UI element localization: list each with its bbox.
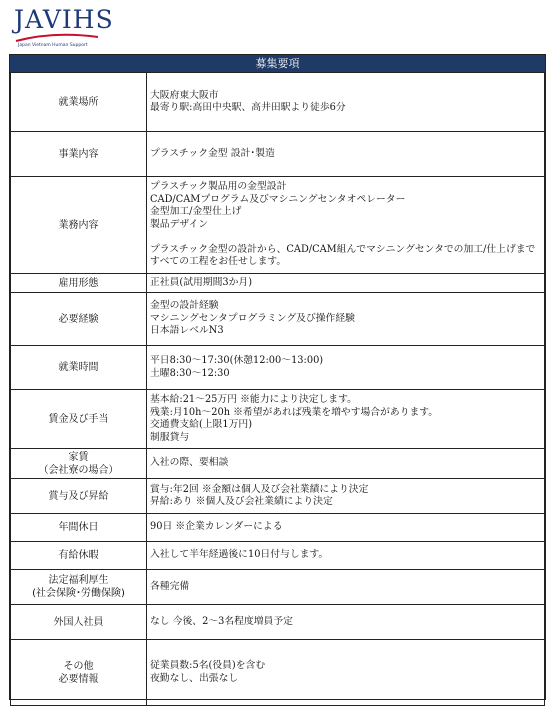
row-label: 事業内容: [11, 132, 147, 177]
row-label: 必要経験: [11, 293, 147, 346]
row-label: 賃金及び手当: [11, 390, 147, 449]
table-row: [11, 390, 545, 449]
row-label: 有給休暇: [11, 542, 147, 570]
logo-text: JAVIHS: [14, 5, 114, 34]
row-label: 業務内容: [11, 177, 147, 274]
row-label: 就業場所: [11, 73, 147, 132]
row-label: 法定福利厚生 (社会保険･労働保険): [11, 570, 147, 605]
row-label: 賞与及び昇給: [11, 479, 147, 514]
table-row: [11, 132, 545, 177]
row-label: 家賃 （会社寮の場合）: [11, 449, 147, 479]
row-value: なし 今後、2～3名程度増員予定: [147, 605, 545, 640]
table-row: [11, 177, 545, 274]
table-row: [11, 293, 545, 346]
table-row: [11, 514, 545, 542]
table-row: [11, 570, 545, 605]
row-value: 正社員(試用期間3か月): [147, 274, 545, 293]
table-row: [11, 542, 545, 570]
row-value: プラスチック金型 設計･製造: [147, 132, 545, 177]
section-header: 募集要項: [10, 55, 545, 72]
row-value: 入社して半年経過後に10日付与します。: [147, 542, 545, 570]
row-value: 金型の設計経験 マシニングセンタプログラミング及び操作経験 日本語レベルN3: [147, 293, 545, 346]
table-row: [11, 73, 545, 132]
row-label: 年間休日: [11, 514, 147, 542]
table-row: [11, 640, 545, 706]
table-row: [11, 605, 545, 640]
row-label: 就業時間: [11, 346, 147, 390]
row-value: 賞与:年2回 ※金額は個人及び会社業績により決定 昇給:あり ※個人及び会社業績により決定: [147, 479, 545, 514]
logo-swoosh-icon: [14, 33, 100, 43]
table-row: [11, 346, 545, 390]
table-row: [11, 479, 545, 514]
row-label: その他 必要情報: [11, 640, 147, 706]
row-value: 90日 ※企業カレンダーによる: [147, 514, 545, 542]
row-value: 各種完備: [147, 570, 545, 605]
table-row: [11, 274, 545, 293]
recruitment-table: [10, 72, 545, 706]
row-label: 雇用形態: [11, 274, 147, 293]
row-value: 入社の際、要相談: [147, 449, 545, 479]
company-logo: [14, 5, 114, 51]
row-value: 大阪府東大阪市 最寄り駅:高田中央駅、高井田駅より徒歩6分: [147, 73, 545, 132]
row-value: 平日8:30～17:30(休憩12:00～13:00) 土曜8:30～12:30: [147, 346, 545, 390]
row-label: 外国人社員: [11, 605, 147, 640]
table-row: [11, 449, 545, 479]
row-value: 従業員数:5名(役員)を含む 夜勤なし、出張なし: [147, 640, 545, 706]
row-value: プラスチック製品用の金型設計 CAD/CAMプログラム及びマシニングセンタオペレーター 金型加工/金型仕上げ 製品デザイン プラスチック金型の設計から、CAD/CAM組んでマシニングセンタでの加工/仕上げまですべての工程をお任せします。: [147, 177, 545, 274]
row-value: 基本給:21～25万円 ※能力により決定します。 残業:月10h～20h ※希望があれば残業を増やす場合があります。 交通費支給(上限1万円) 制服貸与: [147, 390, 545, 449]
logo-subtitle: Japan Vietnam Human Support: [18, 43, 88, 48]
